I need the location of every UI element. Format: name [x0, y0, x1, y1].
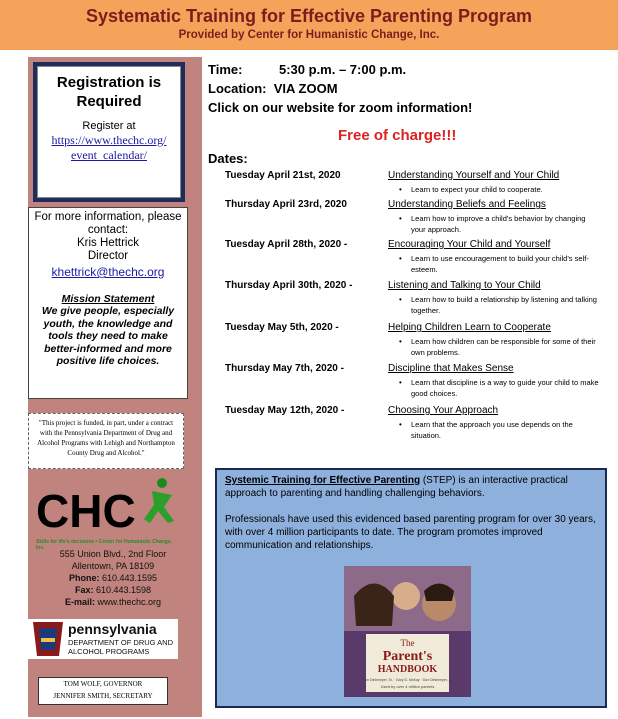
contact-intro: For more information, please contact: [34, 211, 182, 236]
email-label: E-mail: [64, 597, 95, 607]
mission-text: We give people, especially youth, the knowledge and tools they need to make better-informed and more positive life choices. [41, 305, 175, 367]
register-at-label: Register at [82, 120, 136, 132]
step-title-link[interactable]: Systemic Training for Effective Parenting [225, 475, 421, 486]
website-link[interactable]: www.thechc.org [97, 597, 162, 607]
logo-tagline: Skills for life's decisions • Center for Humanistic Change, Inc. [36, 539, 173, 551]
session-date: Tuesday April 21st, 2020 [225, 170, 341, 181]
registration-title: Registration is Required [56, 74, 162, 110]
session-topic: Listening and Talking to Your Child [388, 280, 541, 291]
book-title-handbook: HANDBOOK [377, 664, 438, 675]
location-value: VIA ZOOM [273, 81, 338, 96]
session-description: Learn that the approach you use depends on the situation. [411, 420, 573, 440]
session-topic: Encouraging Your Child and Yourself [388, 239, 551, 250]
time-label: Time: [208, 62, 243, 77]
address-block [28, 548, 198, 608]
time-value: 5:30 p.m. – 7:00 p.m. [279, 62, 407, 77]
bullet-icon: • [399, 295, 402, 304]
contact-role: Director [87, 250, 129, 262]
session-topic: Understanding Yourself and Your Child [388, 170, 560, 181]
pa-ddap-logo [28, 619, 178, 659]
time-row [208, 60, 610, 79]
book-note: Used by over 4 million parents [380, 684, 435, 689]
dates-label: Dates: [208, 151, 248, 166]
contact-email-link[interactable]: khettrick@thechc.org [51, 265, 165, 279]
step-intro-rest: (STEP) is an interactive practical approach to parenting and handling challenging behaviors. [225, 475, 568, 499]
bullet-icon: • [399, 254, 402, 263]
address-line-1: 555 Union Blvd., 2nd Floor [59, 549, 167, 559]
location-label: Location: [208, 81, 267, 96]
funding-text: "This project is funded, in part, under a contract with the Pennsylvania Department of Drug and Alcohol Programs with Lehigh and Northampton County Drug and Alcohol." [37, 419, 175, 457]
session-date: Tuesday May 12th, 2020 - [225, 405, 345, 416]
step-info-box [215, 468, 607, 708]
session-description: Learn how to build a relationship by listening and talking together. [411, 295, 597, 315]
family-photo-image [344, 566, 471, 697]
page-title: Systematic Training for Effective Parenting Program [85, 6, 533, 26]
bullet-icon: • [399, 214, 402, 223]
session-date: Tuesday May 5th, 2020 - [225, 322, 339, 333]
pa-logo-dept: DEPARTMENT OF DRUG AND ALCOHOL PROGRAMS [68, 638, 174, 656]
fax-label: Fax: [74, 585, 94, 595]
registration-link[interactable]: https://www.thechc.org/ event_calendar/ [51, 133, 167, 162]
parents-handbook-cover [344, 566, 471, 697]
pa-logo-name: pennsylvania [68, 621, 157, 637]
bullet-icon: • [399, 337, 402, 346]
session-topic: Discipline that Makes Sense [388, 363, 514, 374]
session-date: Thursday April 30th, 2020 - [225, 280, 353, 291]
sidebar [28, 57, 202, 717]
registration-box [33, 62, 185, 202]
keystone-icon [31, 620, 65, 658]
contact-box [28, 207, 188, 399]
running-figure-icon [144, 478, 174, 523]
session-topic: Understanding Beliefs and Feelings [388, 199, 546, 210]
step-intro [225, 474, 597, 500]
mission-title: Mission Statement [61, 293, 155, 305]
header-banner [0, 0, 618, 50]
page-subtitle: Provided by Center for Humanistic Change, Inc. [178, 29, 440, 41]
chc-logo-letters: CHC [36, 485, 136, 537]
zoom-note: Click on our website for zoom information! [208, 100, 473, 115]
bullet-icon: • [399, 185, 402, 194]
session-topic: Choosing Your Approach [388, 405, 499, 416]
contact-name: Kris Hettrick [77, 237, 139, 249]
session-date: Thursday April 23rd, 2020 [225, 199, 347, 210]
session-date: Thursday May 7th, 2020 - [225, 363, 344, 374]
session-description: Learn to expect your child to cooperate. [411, 185, 543, 194]
address-line-2: Allentown, PA 18109 [71, 561, 155, 571]
session-description: Learn how children can be responsible for some of their own problems. [411, 337, 596, 357]
book-title-the: The [400, 638, 415, 648]
step-paragraph: Professionals have used this evidenced based parenting program for over 30 years, with over 4 million participants to date. The program promotes improved communication and relationships. [225, 514, 596, 551]
phone-label: Phone: [68, 573, 100, 583]
governor-box [38, 677, 168, 705]
location-row [208, 79, 610, 98]
session-description: Learn to use encouragement to build your child's self-esteem. [411, 254, 589, 274]
bullet-icon: • [399, 378, 402, 387]
bullet-icon: • [399, 420, 402, 429]
fax-value: 610.443.1598 [95, 585, 152, 595]
phone-value: 610.443.1595 [101, 573, 158, 583]
governor-line: TOM WOLF, GOVERNOR [63, 680, 143, 688]
session-description: Learn how to improve a child's behavior by changing your approach. [411, 214, 586, 234]
book-authors: Don Dinkmeyer, Sr. · Gary D. McKay · Don Dinkmeyer, Jr. [362, 678, 453, 682]
session-date: Tuesday April 28th, 2020 - [225, 239, 348, 250]
free-of-charge: Free of charge!!! [338, 127, 457, 144]
secretary-line: JENNIFER SMITH, SECRETARY [53, 692, 153, 700]
chc-logo [34, 477, 184, 543]
funding-notice [28, 413, 184, 469]
book-title-parents: Parent's [382, 649, 433, 664]
main-content [208, 60, 610, 440]
session-topic: Helping Children Learn to Cooperate [388, 322, 551, 333]
session-description: Learn that discipline is a way to guide your child to make good choices. [411, 378, 599, 398]
